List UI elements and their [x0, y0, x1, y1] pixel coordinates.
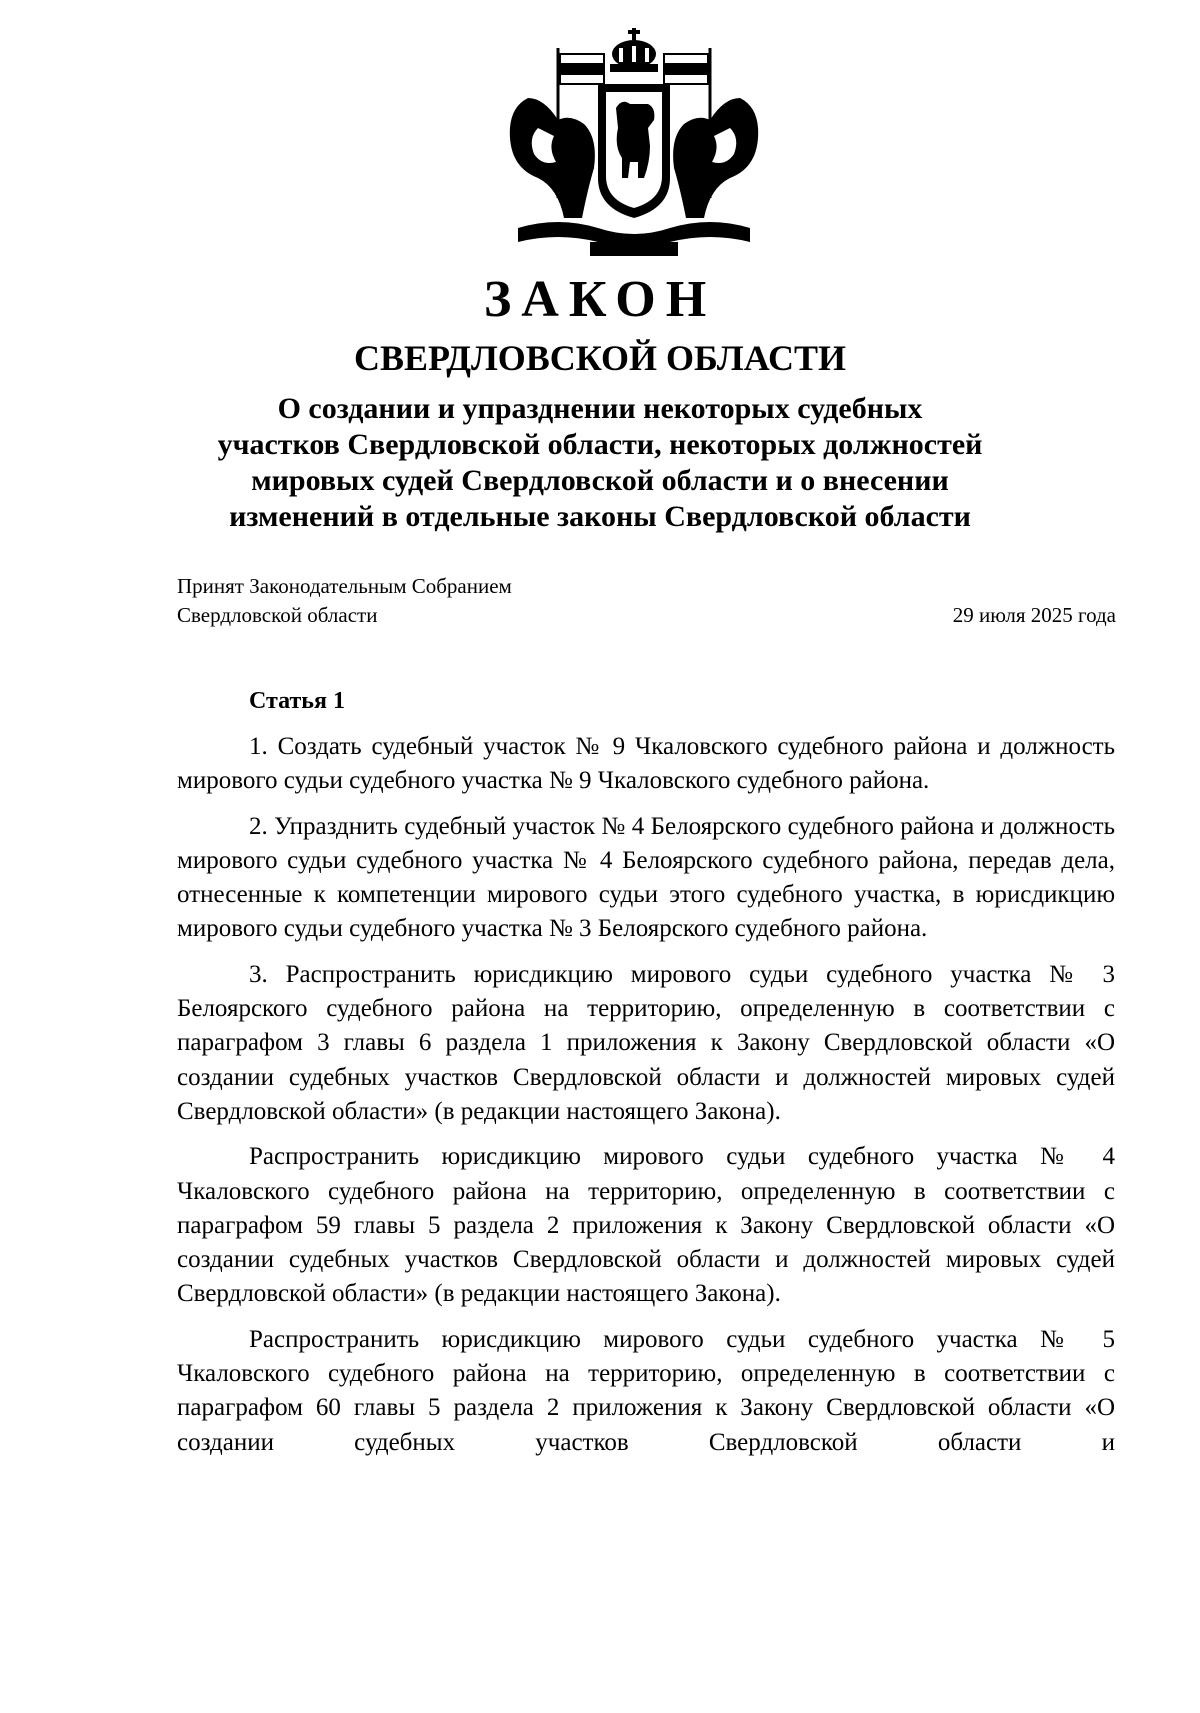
- adoption-line: Принят Законодательным Собранием: [177, 574, 512, 598]
- law-title-line: О создании и упразднении некоторых судебных: [277, 392, 923, 425]
- article-paragraph: Распространить юрисдикцию мирового судьи судебного участка № 4 Чкаловского судебного района на территорию, определенную в соответствии с параграфом 59 главы 5 раздела 2 приложения к Закону Свердловской области «О создании судебных участков Свердловской области и должностей мировых судей Свердловской области» (в редакции настоящего Закона).: [177, 1143, 1115, 1308]
- law-title: [200, 391, 1000, 535]
- article-paragraph: 2. Упразднить судебный участок № 4 Белоярского судебного района и должность мирового судьи судебного участка № 4 Белоярского судебного района, передав дела, отнесенные к компетенции мирового судьи этого судебного участка, в юрисдикцию мирового судьи судебного участка № 3 Белоярского судебного района.: [177, 812, 1115, 943]
- law-title-line: мировых судей Свердловской области и о внесении: [251, 464, 949, 497]
- region-heading: СВЕРДЛОВСКОЙ ОБЛАСТИ: [354, 338, 846, 378]
- article-body: [177, 730, 1115, 1471]
- coat-of-arms-emblem: [498, 28, 770, 260]
- article-paragraph: Распространить юрисдикцию мирового судьи судебного участка № 5 Чкаловского судебного района на территорию, определенную в соответствии с параграфом 60 главы 5 раздела 2 приложения к Закону Свердловской области «О создании судебных участков Свердловской области и: [177, 1325, 1115, 1456]
- article-paragraph: 1. Создать судебный участок № 9 Чкаловского судебного района и должность мирового судьи судебного участка № 9 Чкаловского судебного района.: [177, 733, 1115, 795]
- law-title-line: изменений в отдельные законы Свердловской области: [229, 500, 971, 533]
- article-heading: Статья 1: [249, 688, 345, 714]
- coat-of-arms-icon: [498, 28, 770, 260]
- article-paragraph: 3. Распространить юрисдикцию мирового судьи судебного участка № 3 Белоярского судебного района на территорию, определенную в соответствии с параграфом 3 главы 6 раздела 1 приложения к Закону Свердловской области «О создании судебных участков Свердловской области и должностей мировых судей Свердловской области» (в редакции настоящего Закона).: [177, 960, 1115, 1125]
- document-type-heading: ЗАКОН: [483, 271, 717, 328]
- adoption-date: 29 июля 2025 года: [952, 603, 1116, 627]
- adoption-line: Свердловской области: [177, 603, 378, 627]
- adoption-note: [177, 572, 512, 630]
- law-title-line: участков Свердловской области, некоторых должностей: [217, 428, 983, 461]
